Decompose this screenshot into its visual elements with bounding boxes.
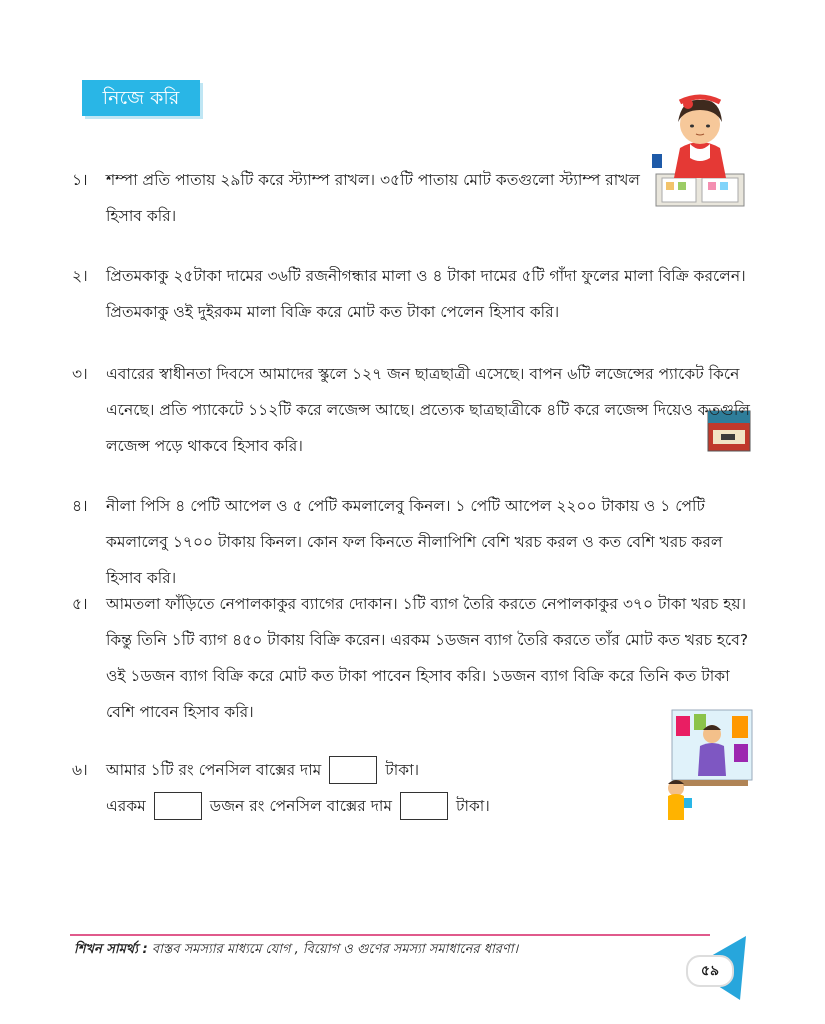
problem-6-text-b: টাকা।	[385, 761, 420, 779]
problem-text: আমতলা ফাঁড়িতে নেপালকাকুর ব্যাগের দোকান। ১টি ব্যাগ তৈরি করতে নেপালকাকুর ৩৭০ টাকা খরচ হয়। কিন্তু তিনি ১টি ব্যাগ ৪৫০ টাকায় বিক্রি করেন। এরকম ১ডজন ব্যাগ তৈরি করতে তাঁর মোট কত খরচ হবে? ওই ১ডজন ব্যাগ বিক্রি করে মোট কত টাকা পাবেন হিসাব করি। ১ডজন ব্যাগ বিক্রি করে তিনি কত টাকা বেশি পাবেন হিসাব করি।	[106, 595, 749, 721]
problem-6-text-a: আমার ১টি রং পেনসিল বাক্সের দাম	[106, 761, 322, 779]
problem-1	[72, 162, 652, 234]
answer-blank-total[interactable]	[400, 792, 448, 820]
problem-3	[72, 356, 762, 464]
learning-outcome-label: শিখন সামর্থ্য :	[74, 942, 148, 957]
page-number: ৫৯	[686, 955, 734, 987]
problem-2	[72, 258, 762, 330]
problem-6-text-d: ডজন রং পেনসিল বাক্সের দাম	[209, 797, 393, 815]
learning-outcome-text: বাস্তব সমস্যার মাধ্যমে যোগ , বিয়োগ ও গুণের সমস্যা সমাধানের ধারণা।	[151, 942, 519, 957]
problem-6	[72, 752, 592, 824]
problem-6-line-2	[106, 788, 592, 824]
problem-6-text-e: টাকা।	[456, 797, 490, 815]
problem-number: ২।	[72, 267, 88, 285]
problem-6-text-c: এরকম	[106, 797, 146, 815]
problem-number: ৬।	[72, 761, 88, 779]
problem-text: এবারের স্বাধীনতা দিবসে আমাদের স্কুলে ১২৭ জন ছাত্রছাত্রী এসেছে। বাপন ৬টি লজেন্সের প্যাকেট কিনে এনেছে। প্রতি প্যাকেটে ১১২টি করে লজেন্স আছে। প্রত্যেক ছাত্রছাত্রীকে ৪টি করে লজেন্স দিয়েও কতগুলি লজেন্স পড়ে থাকবে হিসাব করি।	[106, 365, 750, 455]
learning-outcome	[74, 940, 518, 961]
problem-text: শম্পা প্রতি পাতায় ২৯টি করে স্ট্যাম্প রাখল। ৩৫টি পাতায় মোট কতগুলো স্ট্যাম্প রাখল হিসাব করি।	[106, 171, 640, 225]
answer-blank-dozen[interactable]	[154, 792, 202, 820]
answer-blank-price[interactable]	[329, 756, 377, 784]
problem-5	[72, 586, 762, 730]
problem-number: ১।	[72, 171, 88, 189]
problem-6-line-1	[106, 752, 592, 788]
section-title: নিজে করি	[82, 80, 200, 116]
problem-text: প্রিতমকাকু ২৫টাকা দামের ৩৬টি রজনীগন্ধার মালা ও ৪ টাকা দামের ৫টি গাঁদা ফুলের মালা বিক্রি করলেন। প্রিতমকাকু ওই দুইরকম মালা বিক্রি করে মোট কত টাকা পেলেন হিসাব করি।	[106, 267, 746, 321]
problem-number: ৫।	[72, 595, 88, 613]
problem-4	[72, 488, 762, 596]
problem-text: নীলা পিসি ৪ পেটি আপেল ও ৫ পেটি কমলালেবু কিনল। ১ পেটি আপেল ২২০০ টাকায় ও ১ পেটি কমলালেবু ১৭০০ টাকায় কিনল। কোন ফল কিনতে নীলাপিশি বেশি খরচ করল ও কত বেশি খরচ করল হিসাব করি।	[106, 497, 723, 587]
problem-number: ৪।	[72, 497, 88, 515]
girl-with-stamp-album-illustration	[652, 88, 748, 212]
problem-number: ৩।	[72, 365, 88, 383]
footer-divider	[70, 934, 710, 936]
